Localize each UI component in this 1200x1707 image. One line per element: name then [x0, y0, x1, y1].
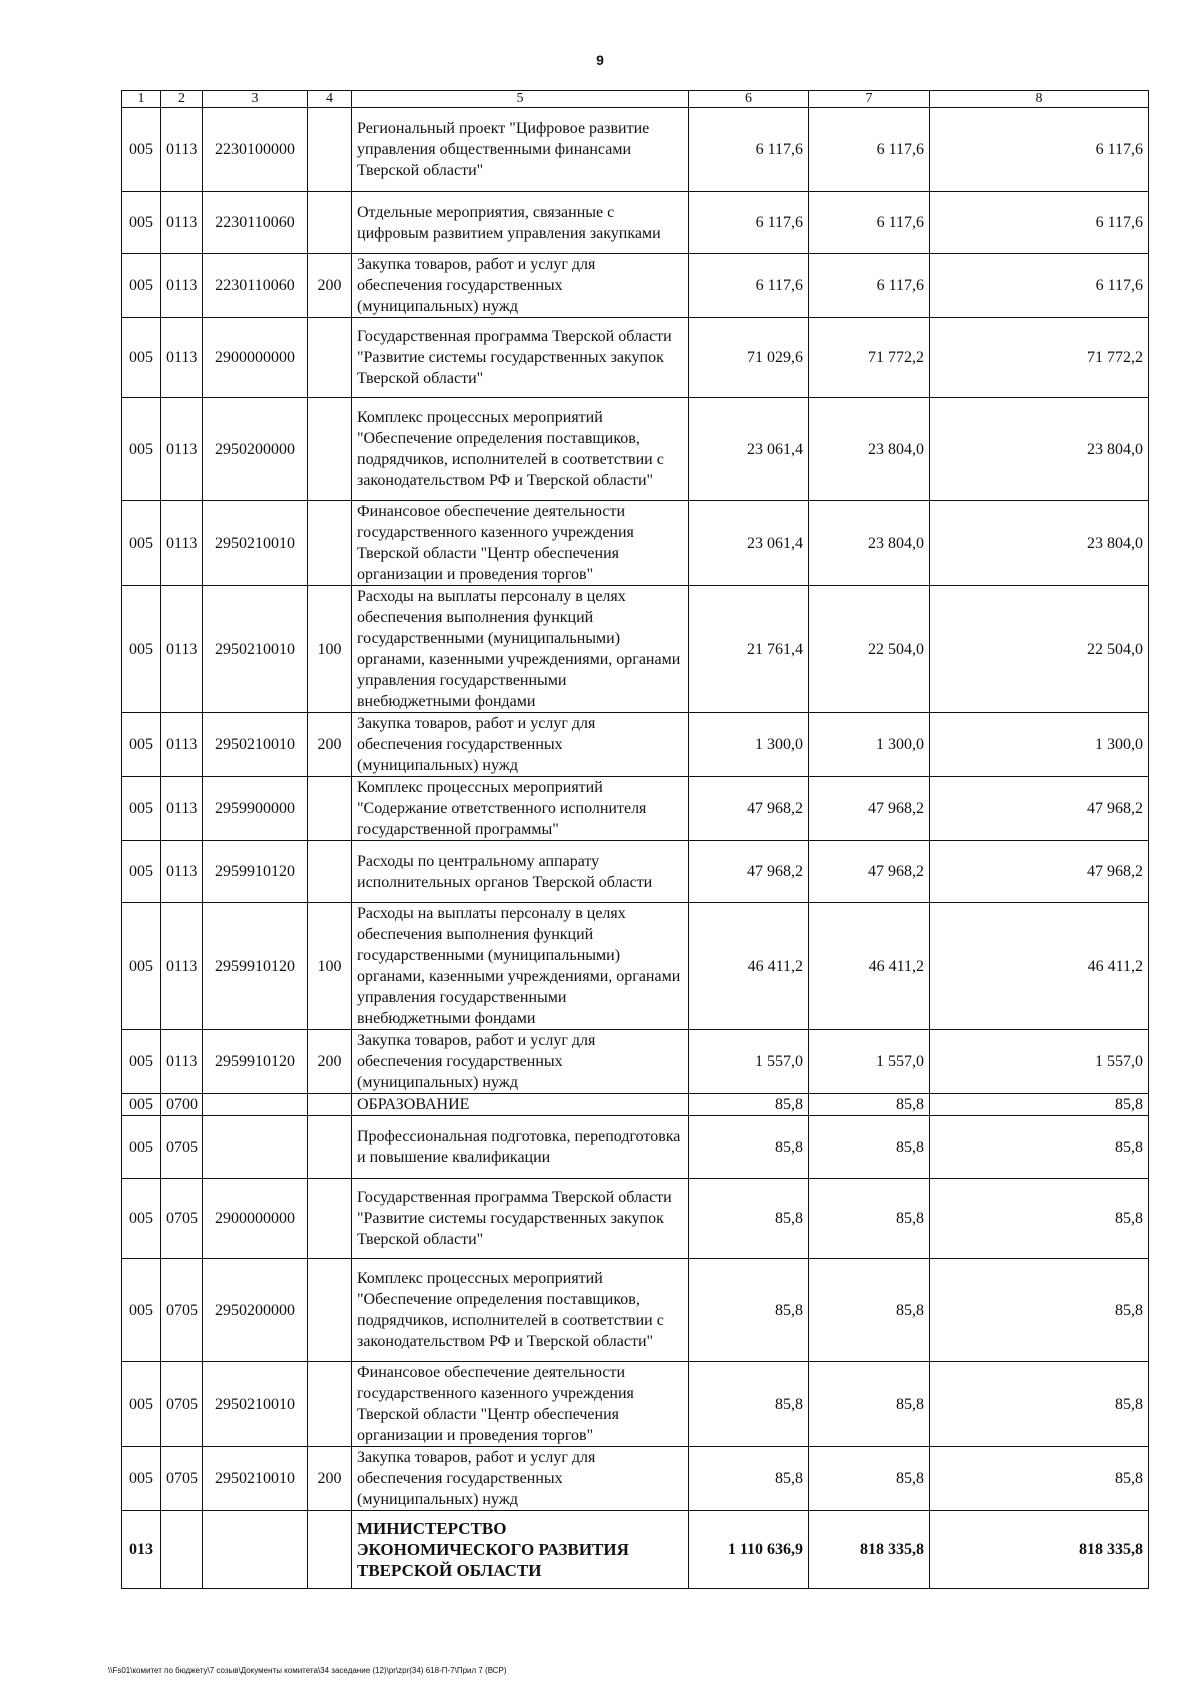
- table-row: [122, 903, 1149, 1030]
- amount-col6-cell: 46 411,2: [689, 903, 809, 1030]
- code-admin-cell: 005: [122, 254, 161, 318]
- amount-col6-cell: 85,8: [689, 1094, 809, 1116]
- code-target-cell: 2959910120: [203, 841, 308, 903]
- code-target-cell: 2950210010: [203, 586, 308, 713]
- code-target-cell: 2959900000: [203, 777, 308, 841]
- amount-col8-cell: 46 411,2: [930, 903, 1149, 1030]
- code-admin-cell: 005: [122, 1116, 161, 1179]
- code-section-cell: 0113: [161, 903, 203, 1030]
- code-section-cell: 0705: [161, 1447, 203, 1511]
- code-target-cell: 2950200000: [203, 1259, 308, 1362]
- item-name-cell: Закупка товаров, работ и услуг для обеспечения государственных (муниципальных) нужд: [352, 1030, 689, 1094]
- table-row: [122, 1179, 1149, 1259]
- table-row: [122, 1362, 1149, 1447]
- code-expense-type-cell: [308, 108, 352, 192]
- code-admin-cell: 005: [122, 108, 161, 192]
- amount-col7-cell: 6 117,6: [809, 108, 930, 192]
- table-row: [122, 841, 1149, 903]
- amount-col6-cell: 85,8: [689, 1179, 809, 1259]
- item-name-cell: Комплекс процессных мероприятий "Обеспечение определения поставщиков, подрядчиков, исполнителей в соответствии с законодательством РФ и Тверской области": [352, 398, 689, 501]
- amount-col8-cell: 85,8: [930, 1447, 1149, 1511]
- amount-col8-cell: 23 804,0: [930, 501, 1149, 586]
- amount-col8-cell: 85,8: [930, 1179, 1149, 1259]
- amount-col8-cell: 71 772,2: [930, 318, 1149, 398]
- code-admin-cell: 005: [122, 1030, 161, 1094]
- code-target-cell: 2950210010: [203, 1362, 308, 1447]
- amount-col7-cell: 47 968,2: [809, 841, 930, 903]
- amount-col6-cell: 1 110 636,9: [689, 1511, 809, 1589]
- amount-col7-cell: 71 772,2: [809, 318, 930, 398]
- code-section-cell: 0113: [161, 841, 203, 903]
- code-admin-cell: 005: [122, 1179, 161, 1259]
- code-expense-type-cell: [308, 398, 352, 501]
- code-expense-type-cell: [308, 1094, 352, 1116]
- amount-col7-cell: 85,8: [809, 1362, 930, 1447]
- table-row: [122, 1511, 1149, 1589]
- column-number: 6: [689, 91, 809, 108]
- amount-col6-cell: 47 968,2: [689, 777, 809, 841]
- code-section-cell: 0113: [161, 254, 203, 318]
- table-row: [122, 398, 1149, 501]
- table-row: [122, 1259, 1149, 1362]
- amount-col8-cell: 85,8: [930, 1259, 1149, 1362]
- code-target-cell: 2900000000: [203, 318, 308, 398]
- amount-col7-cell: 6 117,6: [809, 254, 930, 318]
- code-expense-type-cell: [308, 777, 352, 841]
- code-target-cell: [203, 1116, 308, 1179]
- table-row: [122, 108, 1149, 192]
- item-name-cell: Комплекс процессных мероприятий "Обеспечение определения поставщиков, подрядчиков, исполнителей в соответствии с законодательством РФ и Тверской области": [352, 1259, 689, 1362]
- code-expense-type-cell: [308, 318, 352, 398]
- code-admin-cell: 005: [122, 192, 161, 254]
- amount-col6-cell: 23 061,4: [689, 398, 809, 501]
- column-number: 5: [352, 91, 689, 108]
- code-admin-cell: 005: [122, 777, 161, 841]
- budget-table: [121, 90, 1149, 1589]
- code-expense-type-cell: [308, 1362, 352, 1447]
- code-admin-cell: 005: [122, 713, 161, 777]
- code-target-cell: 2230110060: [203, 254, 308, 318]
- code-section-cell: 0113: [161, 192, 203, 254]
- code-section-cell: [161, 1511, 203, 1589]
- code-expense-type-cell: 200: [308, 1030, 352, 1094]
- code-section-cell: 0113: [161, 318, 203, 398]
- amount-col6-cell: 1 557,0: [689, 1030, 809, 1094]
- code-admin-cell: 005: [122, 1259, 161, 1362]
- amount-col7-cell: 818 335,8: [809, 1511, 930, 1589]
- code-target-cell: 2900000000: [203, 1179, 308, 1259]
- amount-col8-cell: 1 557,0: [930, 1030, 1149, 1094]
- amount-col8-cell: 22 504,0: [930, 586, 1149, 713]
- footer-file-path: \\Fs01\комитет по бюджету\7 созыв\Документы комитета\34 заседание (12)\pr\zpr(34) 618-П-7\Прил 7 (ВСР): [108, 1666, 507, 1675]
- amount-col6-cell: 6 117,6: [689, 254, 809, 318]
- table-row: [122, 254, 1149, 318]
- code-admin-cell: 005: [122, 501, 161, 586]
- item-name-cell: Профессиональная подготовка, переподготовка и повышение квалификации: [352, 1116, 689, 1179]
- code-expense-type-cell: [308, 841, 352, 903]
- code-section-cell: 0700: [161, 1094, 203, 1116]
- amount-col7-cell: 1 557,0: [809, 1030, 930, 1094]
- amount-col6-cell: 71 029,6: [689, 318, 809, 398]
- amount-col8-cell: 23 804,0: [930, 398, 1149, 501]
- code-expense-type-cell: [308, 192, 352, 254]
- code-target-cell: 2959910120: [203, 1030, 308, 1094]
- code-section-cell: 0705: [161, 1179, 203, 1259]
- item-name-cell: Закупка товаров, работ и услуг для обеспечения государственных (муниципальных) нужд: [352, 713, 689, 777]
- amount-col7-cell: 23 804,0: [809, 501, 930, 586]
- amount-col8-cell: 6 117,6: [930, 192, 1149, 254]
- code-target-cell: 2230100000: [203, 108, 308, 192]
- code-section-cell: 0113: [161, 1030, 203, 1094]
- amount-col8-cell: 85,8: [930, 1094, 1149, 1116]
- code-target-cell: [203, 1094, 308, 1116]
- code-admin-cell: 005: [122, 1094, 161, 1116]
- code-section-cell: 0113: [161, 108, 203, 192]
- code-section-cell: 0705: [161, 1259, 203, 1362]
- code-expense-type-cell: [308, 501, 352, 586]
- amount-col7-cell: 47 968,2: [809, 777, 930, 841]
- code-section-cell: 0113: [161, 398, 203, 501]
- item-name-cell: Расходы по центральному аппарату исполнительных органов Тверской области: [352, 841, 689, 903]
- table-row: [122, 1116, 1149, 1179]
- amount-col8-cell: 6 117,6: [930, 254, 1149, 318]
- code-section-cell: 0705: [161, 1116, 203, 1179]
- code-admin-cell: 005: [122, 1447, 161, 1511]
- code-admin-cell: 013: [122, 1511, 161, 1589]
- code-section-cell: 0705: [161, 1362, 203, 1447]
- item-name-cell: Государственная программа Тверской области "Развитие системы государственных закупок Тверской области": [352, 318, 689, 398]
- code-section-cell: 0113: [161, 777, 203, 841]
- code-expense-type-cell: [308, 1116, 352, 1179]
- code-admin-cell: 005: [122, 318, 161, 398]
- amount-col6-cell: 85,8: [689, 1116, 809, 1179]
- item-name-cell: Государственная программа Тверской области "Развитие системы государственных закупок Тверской области": [352, 1179, 689, 1259]
- code-admin-cell: 005: [122, 841, 161, 903]
- item-name-cell: Расходы на выплаты персоналу в целях обеспечения выполнения функций государственными (муниципальными) органами, казенными учреждениями, органами управления государственными внебюджетными фондами: [352, 586, 689, 713]
- table-row: [122, 1094, 1149, 1116]
- amount-col6-cell: 47 968,2: [689, 841, 809, 903]
- table-row: [122, 501, 1149, 586]
- item-name-cell: Финансовое обеспечение деятельности государственного казенного учреждения Тверской области "Центр обеспечения организации и проведения торгов": [352, 501, 689, 586]
- code-target-cell: 2950210010: [203, 1447, 308, 1511]
- amount-col8-cell: 47 968,2: [930, 841, 1149, 903]
- amount-col6-cell: 1 300,0: [689, 713, 809, 777]
- amount-col6-cell: 21 761,4: [689, 586, 809, 713]
- amount-col8-cell: 6 117,6: [930, 108, 1149, 192]
- amount-col6-cell: 6 117,6: [689, 192, 809, 254]
- code-target-cell: 2950210010: [203, 713, 308, 777]
- amount-col7-cell: 85,8: [809, 1094, 930, 1116]
- column-number: 3: [203, 91, 308, 108]
- code-expense-type-cell: 200: [308, 713, 352, 777]
- code-admin-cell: 005: [122, 1362, 161, 1447]
- column-number: 7: [809, 91, 930, 108]
- code-target-cell: 2950200000: [203, 398, 308, 501]
- item-name-cell: МИНИСТЕРСТВО ЭКОНОМИЧЕСКОГО РАЗВИТИЯ ТВЕРСКОЙ ОБЛАСТИ: [352, 1511, 689, 1589]
- item-name-cell: ОБРАЗОВАНИЕ: [352, 1094, 689, 1116]
- column-number-row: [122, 91, 1149, 108]
- item-name-cell: Региональный проект "Цифровое развитие управления общественными финансами Тверской области": [352, 108, 689, 192]
- amount-col7-cell: 85,8: [809, 1447, 930, 1511]
- amount-col7-cell: 46 411,2: [809, 903, 930, 1030]
- code-admin-cell: 005: [122, 903, 161, 1030]
- page-number: 9: [596, 52, 604, 68]
- amount-col8-cell: 1 300,0: [930, 713, 1149, 777]
- item-name-cell: Расходы на выплаты персоналу в целях обеспечения выполнения функций государственными (муниципальными) органами, казенными учреждениями, органами управления государственными внебюджетными фондами: [352, 903, 689, 1030]
- column-number: 1: [122, 91, 161, 108]
- table-row: [122, 1030, 1149, 1094]
- amount-col7-cell: 6 117,6: [809, 192, 930, 254]
- item-name-cell: Финансовое обеспечение деятельности государственного казенного учреждения Тверской области "Центр обеспечения организации и проведения торгов": [352, 1362, 689, 1447]
- table-row: [122, 586, 1149, 713]
- amount-col7-cell: 85,8: [809, 1116, 930, 1179]
- code-target-cell: 2230110060: [203, 192, 308, 254]
- table-row: [122, 318, 1149, 398]
- amount-col7-cell: 22 504,0: [809, 586, 930, 713]
- amount-col7-cell: 23 804,0: [809, 398, 930, 501]
- amount-col6-cell: 85,8: [689, 1259, 809, 1362]
- code-expense-type-cell: 100: [308, 903, 352, 1030]
- code-target-cell: [203, 1511, 308, 1589]
- item-name-cell: Комплекс процессных мероприятий "Содержание ответственного исполнителя государственной программы": [352, 777, 689, 841]
- code-target-cell: 2959910120: [203, 903, 308, 1030]
- item-name-cell: Закупка товаров, работ и услуг для обеспечения государственных (муниципальных) нужд: [352, 254, 689, 318]
- table-row: [122, 1447, 1149, 1511]
- code-expense-type-cell: [308, 1511, 352, 1589]
- code-section-cell: 0113: [161, 501, 203, 586]
- code-expense-type-cell: 100: [308, 586, 352, 713]
- column-number: 2: [161, 91, 203, 108]
- item-name-cell: Закупка товаров, работ и услуг для обеспечения государственных (муниципальных) нужд: [352, 1447, 689, 1511]
- amount-col8-cell: 818 335,8: [930, 1511, 1149, 1589]
- amount-col8-cell: 85,8: [930, 1116, 1149, 1179]
- column-number: 4: [308, 91, 352, 108]
- code-section-cell: 0113: [161, 713, 203, 777]
- amount-col7-cell: 85,8: [809, 1259, 930, 1362]
- amount-col7-cell: 1 300,0: [809, 713, 930, 777]
- code-expense-type-cell: 200: [308, 1447, 352, 1511]
- column-number: 8: [930, 91, 1149, 108]
- code-expense-type-cell: 200: [308, 254, 352, 318]
- amount-col6-cell: 85,8: [689, 1362, 809, 1447]
- amount-col6-cell: 23 061,4: [689, 501, 809, 586]
- code-expense-type-cell: [308, 1259, 352, 1362]
- table-row: [122, 713, 1149, 777]
- amount-col8-cell: 47 968,2: [930, 777, 1149, 841]
- code-expense-type-cell: [308, 1179, 352, 1259]
- table-row: [122, 777, 1149, 841]
- code-admin-cell: 005: [122, 586, 161, 713]
- amount-col6-cell: 6 117,6: [689, 108, 809, 192]
- item-name-cell: Отдельные мероприятия, связанные с цифровым развитием управления закупками: [352, 192, 689, 254]
- code-admin-cell: 005: [122, 398, 161, 501]
- amount-col8-cell: 85,8: [930, 1362, 1149, 1447]
- table-row: [122, 192, 1149, 254]
- amount-col6-cell: 85,8: [689, 1447, 809, 1511]
- code-target-cell: 2950210010: [203, 501, 308, 586]
- code-section-cell: 0113: [161, 586, 203, 713]
- amount-col7-cell: 85,8: [809, 1179, 930, 1259]
